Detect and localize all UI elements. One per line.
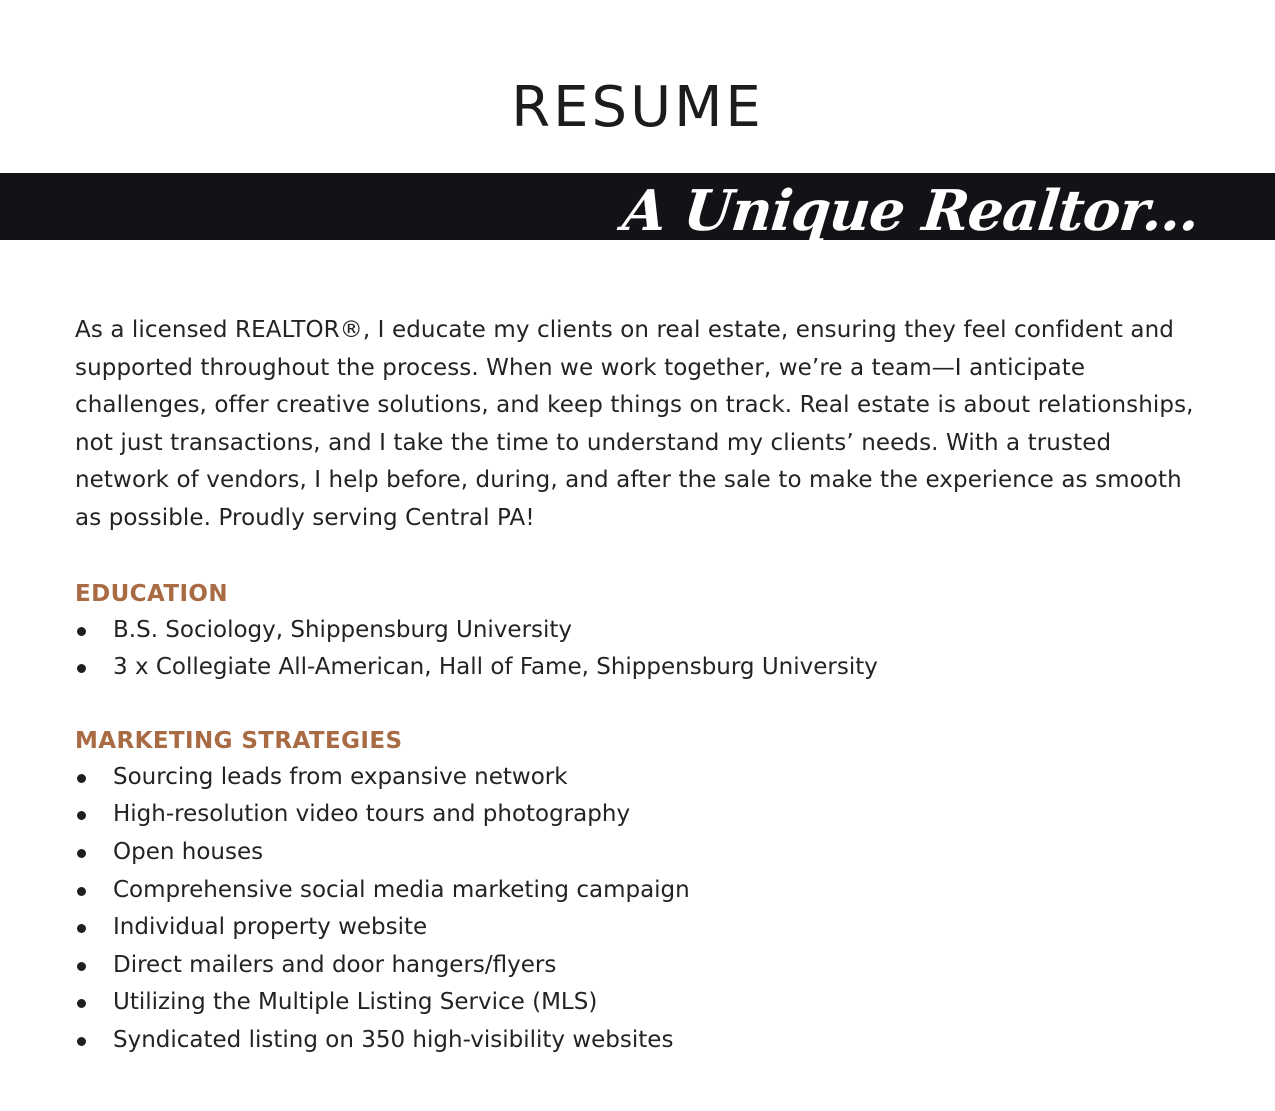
list-item-text: Syndicated listing on 350 high-visibility websites [113, 1026, 674, 1053]
bullet-icon [77, 627, 86, 636]
list-item-text: High-resolution video tours and photography [113, 801, 631, 828]
education-section [75, 576, 1205, 687]
page-title: RESUME [511, 75, 764, 140]
list-item-text: Comprehensive social media marketing campaign [113, 876, 690, 903]
list-item-text: Open houses [113, 838, 264, 865]
list-item-text: Direct mailers and door hangers/flyers [113, 951, 557, 978]
list-item-text: B.S. Sociology, Shippensburg University [113, 616, 573, 643]
marketing-list [75, 759, 1205, 1060]
bullet-icon [77, 887, 86, 896]
list-item [75, 984, 1205, 1022]
list-item [75, 909, 1205, 947]
list-item [75, 796, 1205, 834]
bullet-icon [77, 999, 86, 1008]
list-item [75, 947, 1205, 985]
list-item-text: Individual property website [113, 914, 428, 941]
resume-content [75, 312, 1205, 1060]
bullet-icon [77, 664, 86, 673]
marketing-heading: MARKETING STRATEGIES [75, 727, 403, 754]
list-item-text: Utilizing the Multiple Listing Service (MLS) [113, 989, 598, 1016]
list-item [75, 612, 1205, 650]
list-item-text: Sourcing leads from expansive network [113, 763, 568, 790]
bullet-icon [77, 774, 86, 783]
tagline: A Unique Realtor... [619, 178, 1203, 244]
tagline-banner [0, 173, 1275, 244]
list-item [75, 872, 1205, 910]
bullet-icon [77, 1037, 86, 1046]
bullet-icon [77, 962, 86, 971]
bullet-icon [77, 811, 86, 820]
intro-paragraph: As a licensed REALTOR®, I educate my clients on real estate, ensuring they feel confident and supported throughout the process. When we work together, we’re a team—I anticipate challenges, offer creative solutions, and keep things on track. Real estate is about relationships, not just transactions, and I take the time to understand my clients’ needs. With a trusted network of vendors, I help before, during, and after the sale to make the experience as smooth as possible. Proudly serving Central PA! [75, 317, 1194, 531]
education-heading: EDUCATION [75, 580, 229, 607]
list-item [75, 649, 1205, 687]
bullet-icon [77, 924, 86, 933]
list-item-text: 3 x Collegiate All-American, Hall of Fame, Shippensburg University [113, 654, 878, 681]
bullet-icon [77, 849, 86, 858]
marketing-section [75, 723, 1205, 1060]
education-list [75, 612, 1205, 687]
list-item [75, 834, 1205, 872]
list-item [75, 759, 1205, 797]
list-item [75, 1022, 1205, 1060]
